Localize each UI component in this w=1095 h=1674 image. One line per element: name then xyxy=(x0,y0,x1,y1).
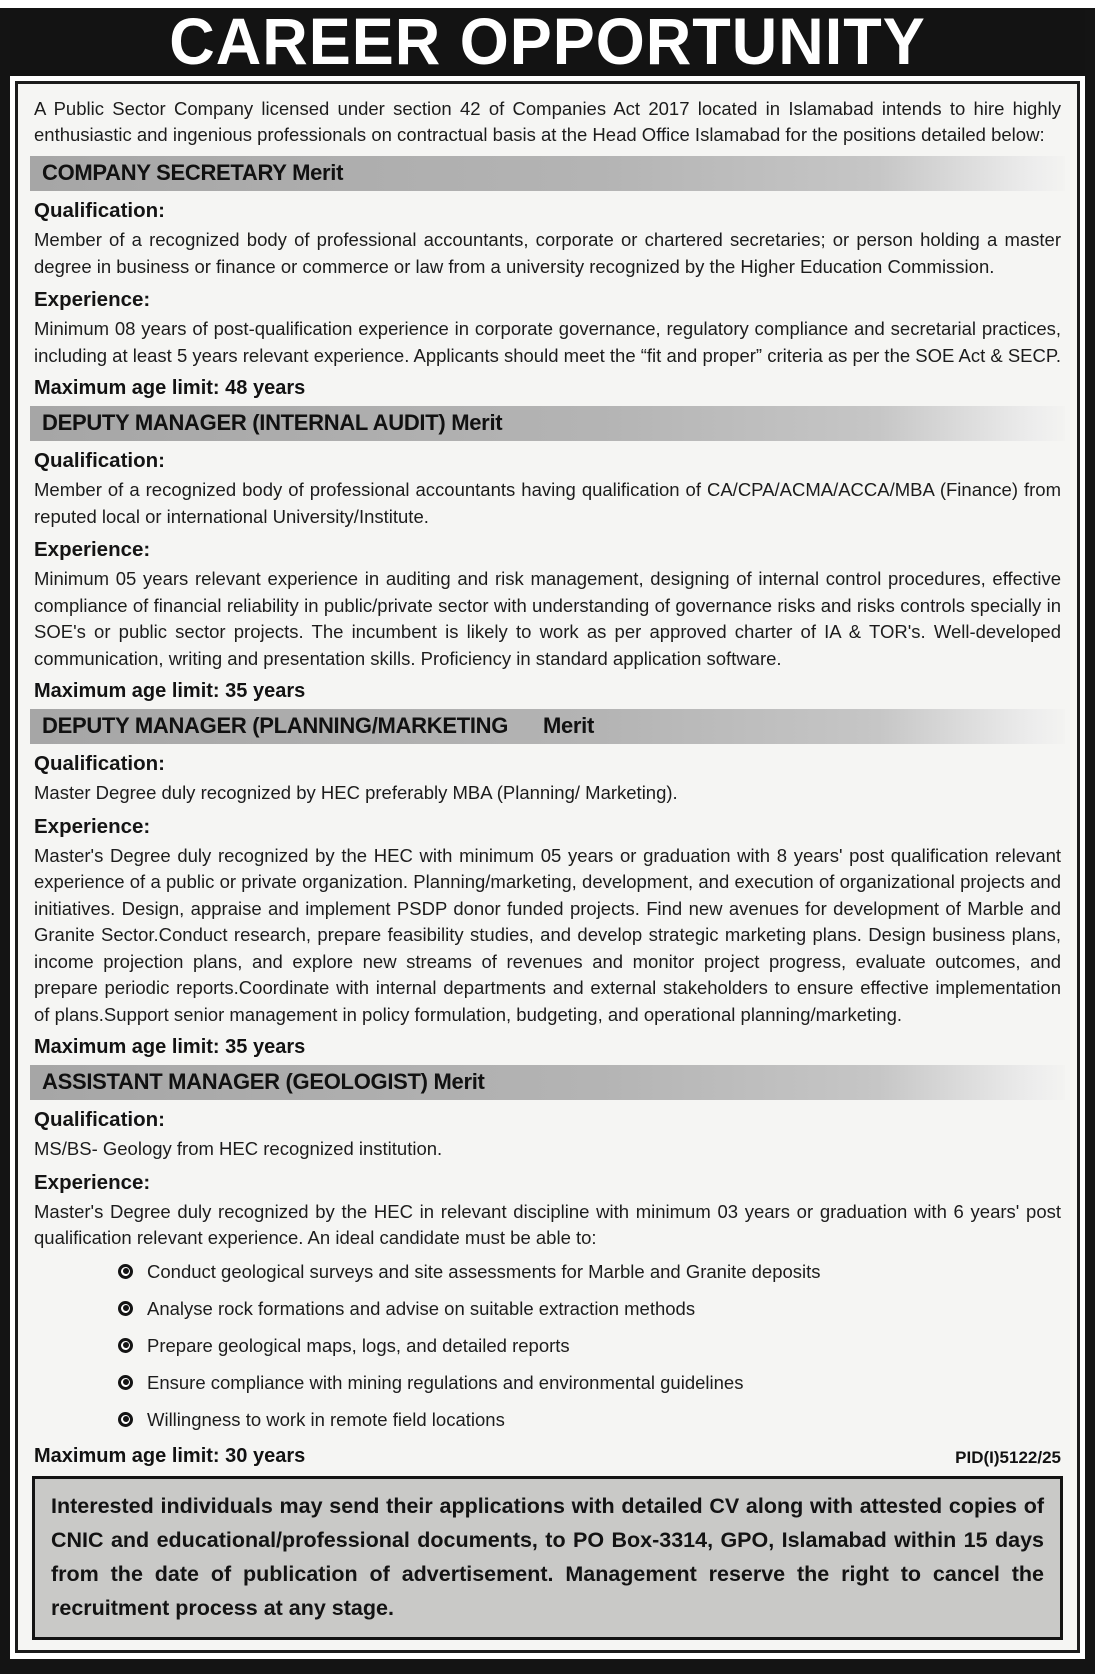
experience-text: Minimum 08 years of post-qualification experience in corporate governance, regulatory compliance and secretarial practices, including at least 5 years relevant experience. Applicants should meet the “fit and proper” criteria as per the SOE Act & SECP. xyxy=(34,318,1061,366)
section-title-bar xyxy=(30,709,1065,744)
ad-body xyxy=(15,81,1080,1653)
bottom-row xyxy=(34,1445,1061,1468)
qualification-label: Qualification: xyxy=(34,199,165,222)
experience-text: Minimum 05 years relevant experience in auditing and risk management, designing of internal control procedures, effective compliance of financial reliability in public/private sector with understanding of governance risks and risks controls specially in SOE's or public sector projects. The incumbent is likely to work as per approved charter of IA & TOR's. Well-developed communication, writing and presentation skills. Proficiency in standard application software. xyxy=(34,568,1061,669)
experience-text: Master's Degree duly recognized by the HEC with minimum 05 years or graduation with 8 years' post qualification relevant experience of a public or private organization. Planning/marketing, development, and execution of organizational projects and initiatives. Design, appraise and implement PSDP donor funded projects. Find new avenues for development of Marble and Granite Sector.Conduct research, prepare feasibility studies, and develop strategic marketing plans. Design business plans, income projection plans, and explore new streams of revenues and monitor project progress, evaluate outcomes, and prepare periodic reports.Coordinate with internal departments and external stakeholders to ensure effective implementation of plans.Support senior management in policy formulation, budgeting, and operational planning/marketing. xyxy=(34,844,1061,1025)
list-item-text: Willingness to work in remote field locations xyxy=(147,1408,505,1430)
intro-paragraph: A Public Sector Company licensed under section 42 of Companies Act 2017 located in Islamabad intends to hire highly enthusiastic and ingenious professionals on contractual basis at the Head Office Islamabad for the positions detailed below: xyxy=(34,98,1061,145)
ad-frame xyxy=(0,8,1095,1674)
bullet-icon xyxy=(118,1412,133,1427)
pid-reference: PID(I)5122/25 xyxy=(955,1447,1061,1467)
qualification-label: Qualification: xyxy=(34,752,165,775)
section-title: DEPUTY MANAGER (PLANNING/MARKETING Merit xyxy=(42,713,595,738)
bullet-icon xyxy=(118,1301,133,1316)
application-instructions-text: Interested individuals may send their applications with detailed CV along with attested copies of CNIC and educational/professional documents, to PO Box-3314, GPO, Islamabad within 15 days from the date of publication of advertisement. Management reserve the right to cancel the recruitment process at any stage. xyxy=(51,1493,1044,1620)
masthead xyxy=(10,8,1085,76)
section-deputy-manager-internal-audit xyxy=(32,406,1063,703)
section-title: ASSISTANT MANAGER (GEOLOGIST) Merit xyxy=(42,1069,485,1094)
list-item-text: Conduct geological surveys and site assessments for Marble and Granite deposits xyxy=(147,1260,821,1282)
bullet-icon xyxy=(118,1375,133,1390)
qualification-text: Member of a recognized body of professional accountants having qualification of CA/CPA/ACMA/ACCA/MBA (Finance) from reputed local or international University/Institute. xyxy=(34,479,1061,527)
list-item xyxy=(118,1371,1063,1395)
bullet-icon xyxy=(118,1338,133,1353)
list-item xyxy=(118,1408,1063,1432)
section-title-bar xyxy=(30,406,1065,441)
geologist-duties-list xyxy=(118,1260,1063,1432)
list-item-text: Analyse rock formations and advise on suitable extraction methods xyxy=(147,1297,696,1319)
list-item-text: Prepare geological maps, logs, and detailed reports xyxy=(147,1334,570,1356)
experience-label: Experience: xyxy=(34,538,151,561)
section-title-bar xyxy=(30,156,1065,191)
section-assistant-manager-geologist xyxy=(32,1065,1063,1468)
experience-label: Experience: xyxy=(34,814,151,838)
ad-body-wrapper xyxy=(10,76,1085,1659)
section-title-bar xyxy=(30,1065,1065,1100)
max-age-limit: Maximum age limit: 48 years xyxy=(34,377,306,399)
list-item xyxy=(118,1260,1063,1284)
qualification-text: MS/BS- Geology from HEC recognized institution. xyxy=(34,1138,443,1159)
qualification-text: Member of a recognized body of professional accountants, corporate or chartered secretaries; or person holding a master degree in business or finance or commerce or law from a university recognized by the Higher Education Commission. xyxy=(34,229,1061,277)
qualification-text: Master Degree duly recognized by HEC preferably MBA (Planning/ Marketing). xyxy=(34,782,678,803)
section-company-secretary xyxy=(32,156,1063,400)
experience-text: Master's Degree duly recognized by the HEC in relevant discipline with minimum 03 years or graduation with 6 years' post qualification relevant experience. An ideal candidate must be able to: xyxy=(34,1200,1061,1248)
ad-title: CAREER OPPORTUNITY xyxy=(169,8,926,76)
qualification-label: Qualification: xyxy=(34,1108,165,1131)
list-item-text: Ensure compliance with mining regulations and environmental guidelines xyxy=(147,1371,744,1393)
max-age-limit: Maximum age limit: 35 years xyxy=(34,680,306,702)
section-title: DEPUTY MANAGER (INTERNAL AUDIT) Merit xyxy=(42,410,503,435)
list-item xyxy=(118,1297,1063,1321)
max-age-limit: Maximum age limit: 35 years xyxy=(34,1036,306,1058)
experience-label: Experience: xyxy=(34,1170,151,1194)
section-deputy-manager-planning-marketing xyxy=(32,709,1063,1059)
max-age-limit: Maximum age limit: 30 years xyxy=(34,1444,306,1467)
list-item xyxy=(118,1334,1063,1358)
section-title: COMPANY SECRETARY Merit xyxy=(42,160,344,185)
bullet-icon xyxy=(118,1264,133,1279)
experience-label: Experience: xyxy=(34,288,151,311)
qualification-label: Qualification: xyxy=(34,449,165,472)
application-instructions-box xyxy=(32,1476,1063,1640)
